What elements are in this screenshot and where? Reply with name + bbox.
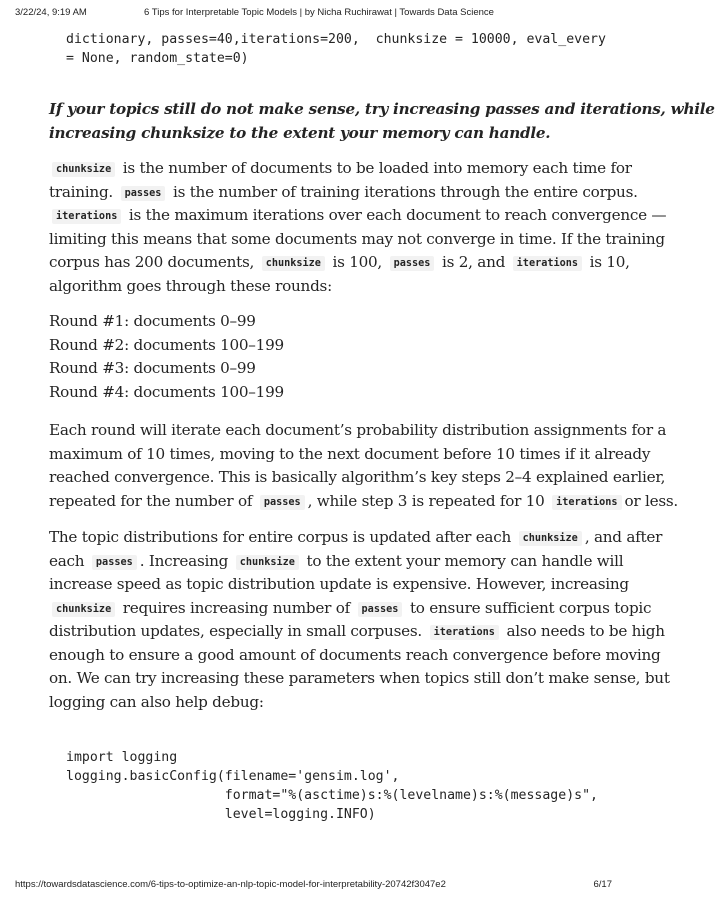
code-line: format="%(asctime)s:%(levelname)s:%(message)s", <box>66 788 598 803</box>
text-segment: repeated for the number of <box>49 491 253 510</box>
text-line: Each round will iterate each document’s probability distribution assignments for a <box>49 421 667 439</box>
text-segment: is the maximum iterations over each document to reach convergence — <box>128 206 667 224</box>
text-segment: is the number of documents to be loaded into memory each time for <box>122 159 632 177</box>
text-segment: is 10, <box>589 253 630 271</box>
inline-code-chunksize: chunksize <box>52 602 115 617</box>
inline-code-iterations: iterations <box>513 256 582 271</box>
text-segment: is the number of training iterations through the entire corpus. <box>172 182 638 201</box>
text-segment: to the extent your memory can handle will <box>306 551 624 570</box>
parameters-paragraph <box>49 157 667 298</box>
text-segment: each <box>49 551 85 570</box>
text-line: on. We can try increasing these parameters when topics still don’t make sense, but <box>49 669 670 687</box>
print-datetime: 3/22/24, 9:19 AM <box>15 7 87 18</box>
text-segment: or less. <box>624 491 678 510</box>
inline-code-chunksize: chunksize <box>262 256 325 271</box>
text-segment: , and after <box>584 528 663 546</box>
code-block-lda-args <box>66 30 606 68</box>
inline-code-chunksize: chunksize <box>52 162 115 177</box>
text-line: algorithm goes through these rounds: <box>49 276 332 295</box>
code-line: = None, random_state=0) <box>66 51 249 66</box>
text-segment: is 100, <box>332 253 383 271</box>
text-segment: is 2, and <box>441 253 506 271</box>
code-line: level=logging.INFO) <box>66 807 376 822</box>
text-segment: corpus has 200 documents, <box>49 253 255 271</box>
inline-code-chunksize: chunksize <box>236 555 299 570</box>
text-segment: . Increasing <box>139 551 229 570</box>
inline-code-iterations: iterations <box>552 495 621 510</box>
inline-code-iterations: iterations <box>430 625 499 640</box>
text-line: limiting this means that some documents may not converge in time. If the training <box>49 229 665 248</box>
text-line: logging can also help debug: <box>49 692 264 711</box>
inline-code-passes: passes <box>260 495 305 510</box>
round-item: Round #1: documents 0–99 <box>49 312 256 330</box>
inline-code-passes: passes <box>92 555 137 570</box>
text-segment: The topic distributions for entire corpus is updated after each <box>49 528 512 546</box>
inline-code-passes: passes <box>390 256 435 271</box>
page-number: 6/17 <box>593 879 612 890</box>
text-segment: to ensure sufficient corpus topic <box>409 598 652 617</box>
text-segment: training. <box>49 182 113 201</box>
code-line: import logging <box>66 750 178 765</box>
rounds-list <box>49 310 594 404</box>
code-line: logging.basicConfig(filename='gensim.log', <box>66 769 400 784</box>
text-segment: also needs to be high <box>506 622 665 640</box>
emphasis-paragraph <box>49 98 715 145</box>
text-segment: distribution updates, especially in small corpuses. <box>49 622 422 640</box>
inline-code-chunksize: chunksize <box>519 531 582 546</box>
text-line: maximum of 10 times, moving to the next document before 10 times if it already <box>49 444 651 463</box>
round-item: Round #2: documents 100–199 <box>49 335 284 354</box>
emphasis-line: increasing chunksize to the extent your memory can handle. <box>49 123 551 142</box>
code-block-logging <box>66 748 598 824</box>
rounds-explanation-paragraph <box>49 419 678 513</box>
text-line: enough to ensure a good amount of documents reach convergence before moving <box>49 645 661 664</box>
text-segment: requires increasing number of <box>122 598 350 617</box>
inline-code-passes: passes <box>358 602 403 617</box>
round-item: Round #3: documents 0–99 <box>49 359 256 377</box>
code-line: dictionary, passes=40,iterations=200, chunksize = 10000, eval_every <box>66 32 606 47</box>
print-url: https://towardsdatascience.com/6-tips-to-optimize-an-nlp-topic-model-for-interpretability-20742f3047e2 <box>15 879 446 890</box>
emphasis-line: If your topics still do not make sense, try increasing passes and iterations, while <box>49 100 715 118</box>
topic-distribution-paragraph <box>49 526 670 714</box>
text-line: increase speed as topic distribution update is expensive. However, increasing <box>49 575 629 593</box>
inline-code-passes: passes <box>121 186 166 201</box>
text-segment: , while step 3 is repeated for 10 <box>307 491 545 510</box>
inline-code-iterations: iterations <box>52 209 121 224</box>
print-page-title: 6 Tips for Interpretable Topic Models | by Nicha Ruchirawat | Towards Data Science <box>144 7 494 18</box>
round-item: Round #4: documents 100–199 <box>49 382 284 401</box>
text-line: reached convergence. This is basically algorithm’s key steps 2–4 explained earlier, <box>49 468 666 486</box>
